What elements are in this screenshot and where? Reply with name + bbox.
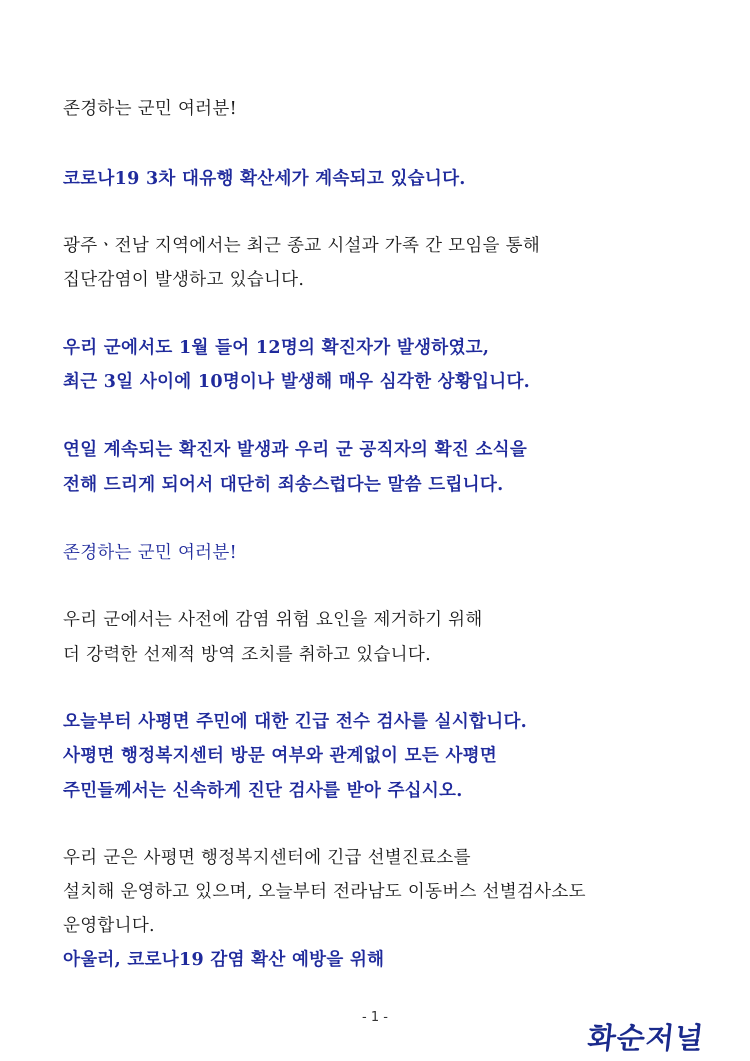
paragraph-line: 광주ㆍ전남 지역에서는 최근 종교 시설과 가족 간 모임을 통해 bbox=[63, 236, 541, 256]
paragraph-line: 아울러, 코로나19 감염 확산 예방을 위해 bbox=[63, 950, 385, 970]
publisher-logo: 화순저널 bbox=[586, 1021, 706, 1055]
paragraph-line: 연일 계속되는 확진자 발생과 우리 군 공직자의 확진 소식을 bbox=[63, 440, 528, 460]
paragraph-line: 최근 3일 사이에 10명이나 발생해 매우 심각한 상황입니다. bbox=[63, 372, 531, 392]
paragraph-line: 집단감염이 발생하고 있습니다. bbox=[63, 270, 305, 290]
paragraph-line: 오늘부터 사평면 주민에 대한 긴급 전수 검사를 실시합니다. bbox=[63, 712, 528, 732]
paragraph-line: 사평면 행정복지센터 방문 여부와 관계없이 모든 사평면 bbox=[63, 746, 498, 766]
paragraph-line: 주민들께서는 신속하게 진단 검사를 받아 주십시오. bbox=[63, 781, 463, 801]
paragraph-line: 설치해 운영하고 있으며, 오늘부터 전라남도 이동버스 선별검사소도 bbox=[63, 882, 586, 902]
paragraph-line: 더 강력한 선제적 방역 조치를 취하고 있습니다. bbox=[63, 645, 431, 665]
page-number: - 1 - bbox=[362, 1010, 388, 1025]
greeting-line: 존경하는 군민 여러분! bbox=[63, 543, 237, 563]
paragraph-line: 우리 군에서는 사전에 감염 위험 요인을 제거하기 위해 bbox=[63, 610, 483, 630]
paragraph-line: 코로나19 3차 대유행 확산세가 계속되고 있습니다. bbox=[63, 169, 466, 189]
paragraph-line: 우리 군은 사평면 행정복지센터에 긴급 선별진료소를 bbox=[63, 848, 471, 868]
greeting-line: 존경하는 군민 여러분! bbox=[63, 99, 237, 119]
paragraph-line: 전해 드리게 되어서 대단히 죄송스럽다는 말씀 드립니다. bbox=[63, 475, 504, 495]
paragraph-line: 우리 군에서도 1월 들어 12명의 확진자가 발생하였고, bbox=[63, 338, 490, 358]
paragraph-line: 운영합니다. bbox=[63, 916, 155, 936]
